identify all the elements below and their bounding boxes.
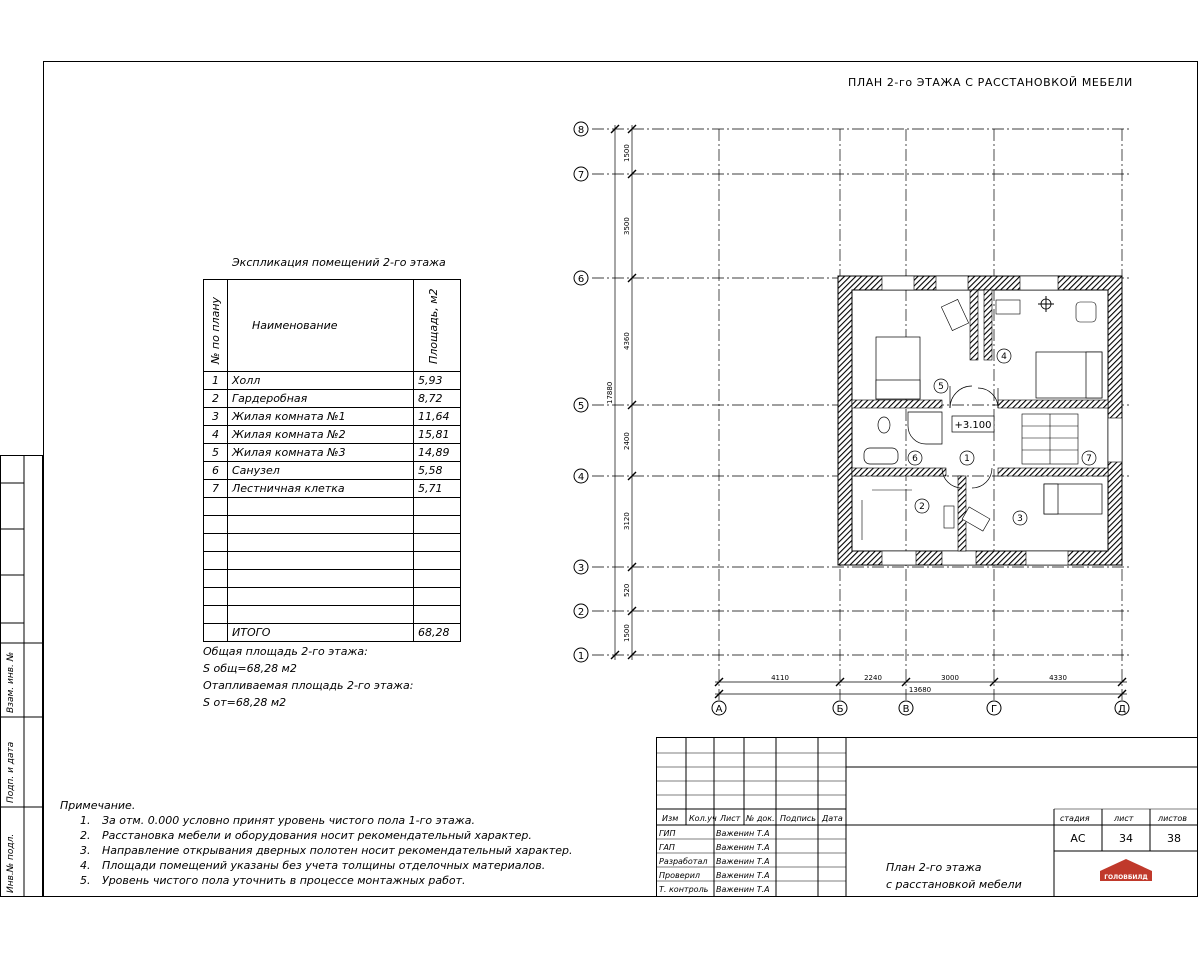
axis-label: 4	[577, 472, 585, 483]
header-name-cell: Наименование	[228, 280, 414, 372]
svg-text:Подпись: Подпись	[780, 814, 816, 823]
header-num-cell	[204, 280, 228, 372]
svg-text:Важенин Т.А: Важенин Т.А	[716, 857, 770, 866]
header-num-label: № по плану	[209, 296, 222, 364]
row-axis-markers	[574, 122, 588, 662]
row-area: 5,71	[414, 480, 461, 498]
row-area: 15,81	[414, 426, 461, 444]
svg-text:13680: 13680	[908, 686, 932, 694]
room-tag: 2	[919, 502, 925, 512]
title-block	[656, 737, 1198, 897]
sidebar-label-inv: Инв.№ подл.	[6, 833, 16, 893]
stamp-values	[1070, 832, 1181, 845]
axis-label: 1	[577, 651, 585, 662]
row-area: 14,89	[414, 444, 461, 462]
svg-text:2240: 2240	[864, 674, 882, 682]
level-mark	[952, 416, 994, 432]
note-item: 5. Уровень чистого пола уточнить в процессе монтажных работ.	[94, 873, 572, 888]
table-row	[204, 426, 461, 444]
left-sidebar-stamp	[0, 455, 43, 897]
table-row	[204, 408, 461, 426]
sidebar-label-vzam: Взам. инв. №	[6, 651, 16, 713]
svg-text:3000: 3000	[941, 674, 959, 682]
table-total-row	[204, 624, 461, 642]
svg-text:стадия: стадия	[1060, 814, 1090, 823]
axis-label: 5	[577, 401, 585, 412]
axis-label: 2	[577, 607, 585, 618]
heated-area-label: Отапливаемая площадь 2-го этажа:	[203, 679, 414, 692]
notes-list	[60, 813, 572, 888]
svg-text:Важенин Т.А: Важенин Т.А	[716, 843, 770, 852]
total-area-label: Общая площадь 2-го этажа:	[203, 645, 368, 658]
bathroom-fixtures	[864, 412, 942, 464]
svg-text:4110: 4110	[771, 674, 789, 682]
axis-label: 7	[577, 170, 585, 181]
wardrobe-rails	[862, 490, 912, 540]
svg-text:лист: лист	[1114, 814, 1134, 823]
row-num: 3	[204, 408, 228, 426]
svg-text:1500: 1500	[623, 144, 631, 162]
row-area: 5,58	[414, 462, 461, 480]
svg-text:Важенин Т.А: Важенин Т.А	[716, 871, 770, 880]
svg-text:Разработал: Разработал	[659, 857, 708, 866]
company-logo	[1100, 859, 1152, 881]
axis-label: 3	[577, 563, 585, 574]
axis-label: В	[902, 704, 910, 715]
room-tag: 6	[912, 454, 918, 464]
svg-text:Важенин Т.А: Важенин Т.А	[716, 885, 770, 894]
svg-text:Дата: Дата	[822, 814, 843, 823]
svg-text:Лист: Лист	[720, 814, 741, 823]
row-name: Жилая комната №1	[228, 408, 414, 426]
row-name: Холл	[228, 372, 414, 390]
row-name: Санузел	[228, 462, 414, 480]
explication-header-row	[204, 280, 461, 372]
table-row	[204, 372, 461, 390]
table-row	[204, 444, 461, 462]
svg-text:АС: АС	[1070, 832, 1086, 845]
ceiling-lamp	[1038, 296, 1054, 312]
row-num: 2	[204, 390, 228, 408]
svg-text:План 2-го этажа: План 2-го этажа	[886, 861, 982, 874]
table-row-empty	[204, 588, 461, 606]
row-num: 6	[204, 462, 228, 480]
note-item: 3. Направление открывания дверных полотен носит рекомендательный характер.	[94, 843, 572, 858]
table-row-empty	[204, 552, 461, 570]
table-row	[204, 480, 461, 498]
row-name: Жилая комната №3	[228, 444, 414, 462]
header-area-label: Площадь, м2	[427, 288, 440, 364]
floor-plan-drawing	[560, 115, 1160, 720]
axis-label: 6	[577, 274, 585, 285]
horizontal-dim-labels	[771, 674, 1067, 694]
svg-text:38: 38	[1167, 832, 1181, 845]
room-tag: 5	[938, 382, 944, 392]
table-row	[204, 462, 461, 480]
level-mark-text: +3.100	[954, 420, 992, 431]
row-area: 11,64	[414, 408, 461, 426]
axis-label: Б	[836, 704, 844, 715]
row-name: Жилая комната №2	[228, 426, 414, 444]
area-totals	[203, 643, 413, 711]
row-num: 7	[204, 480, 228, 498]
doors	[942, 386, 998, 488]
notes	[60, 798, 572, 888]
svg-text:520: 520	[623, 583, 631, 597]
table-row-empty	[204, 570, 461, 588]
svg-text:Важенин Т.А: Важенин Т.А	[716, 829, 770, 838]
table-row-empty	[204, 534, 461, 552]
room-tag: 3	[1017, 514, 1023, 524]
heated-area-value: S от=68,28 м2	[203, 696, 287, 709]
table-row-empty	[204, 498, 461, 516]
table-row-empty	[204, 516, 461, 534]
explication-table	[203, 279, 461, 642]
svg-text:листов: листов	[1158, 814, 1187, 823]
svg-text:№ док.: № док.	[746, 814, 775, 823]
svg-text:2400: 2400	[623, 432, 631, 450]
svg-text:Изм: Изм	[662, 814, 679, 823]
svg-text:Кол.уч: Кол.уч	[689, 814, 717, 823]
column-axis-markers	[712, 701, 1129, 715]
row-area: 8,72	[414, 390, 461, 408]
svg-text:3120: 3120	[623, 512, 631, 530]
axis-label: Д	[1118, 704, 1126, 715]
room-tag: 1	[964, 454, 970, 464]
svg-text:ГАП: ГАП	[659, 843, 675, 852]
svg-text:ГОЛОВБИЛД: ГОЛОВБИЛД	[1104, 874, 1148, 881]
sidebar-label-podp: Подп. и дата	[6, 741, 16, 803]
row-num: 4	[204, 426, 228, 444]
svg-text:1500: 1500	[623, 624, 631, 642]
svg-text:Проверил: Проверил	[659, 871, 701, 880]
axis-label: А	[715, 704, 723, 715]
staircase	[1022, 414, 1078, 464]
row-area: 5,93	[414, 372, 461, 390]
row-name: Лестничная клетка	[228, 480, 414, 498]
note-item: 1. За отм. 0.000 условно принят уровень чистого пола 1-го этажа.	[94, 813, 572, 828]
svg-text:17880: 17880	[606, 381, 614, 404]
row-name: Гардеробная	[228, 390, 414, 408]
room-tag: 7	[1086, 454, 1092, 464]
svg-text:34: 34	[1119, 832, 1133, 845]
svg-text:4360: 4360	[623, 332, 631, 350]
axis-label: Г	[990, 704, 998, 715]
stamp-title	[886, 861, 1022, 891]
svg-text:3500: 3500	[623, 217, 631, 235]
table-row	[204, 390, 461, 408]
row-num: 5	[204, 444, 228, 462]
header-area-cell	[414, 280, 461, 372]
total-label: ИТОГО	[228, 624, 414, 642]
vertical-dimensions	[611, 125, 636, 660]
explication-title: Экспликация помещений 2-го этажа	[232, 256, 446, 269]
svg-text:ГИП: ГИП	[659, 829, 676, 838]
total-area-value: S общ=68,28 м2	[203, 662, 297, 675]
axis-label: 8	[577, 125, 585, 136]
svg-text:с расстановкой мебели: с расстановкой мебели	[886, 878, 1022, 891]
notes-title: Примечание.	[60, 799, 136, 812]
note-item: 2. Расстановка мебели и оборудования носит рекомендательный характер.	[94, 828, 572, 843]
sheet-title: ПЛАН 2-го ЭТАЖА С РАССТАНОВКОЙ МЕБЕЛИ	[848, 76, 1133, 89]
note-item: 4. Площади помещений указаны без учета толщины отделочных материалов.	[94, 858, 572, 873]
room-tag: 4	[1001, 352, 1007, 362]
svg-text:4330: 4330	[1049, 674, 1067, 682]
row-num: 1	[204, 372, 228, 390]
svg-text:Т. контроль: Т. контроль	[659, 885, 709, 894]
total-value: 68,28	[414, 624, 461, 642]
table-row-empty	[204, 606, 461, 624]
